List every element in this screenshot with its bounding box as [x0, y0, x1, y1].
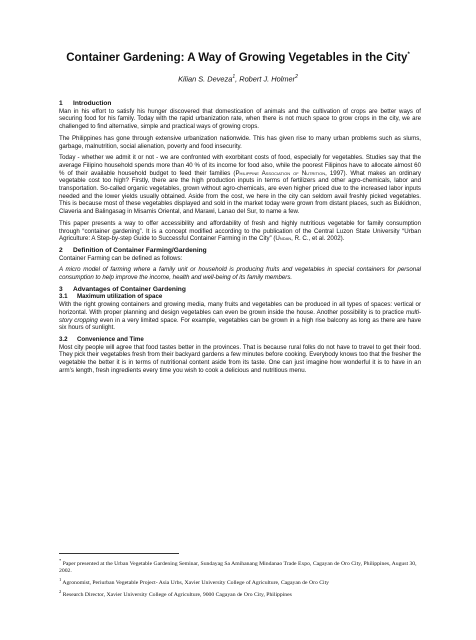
text-run: Today - whether we admit it or not - we are confronted with exorbitant costs of food, especially for vegetables. Studies say that the average Filipino household spends more than 40 % of its income for food also, while the poorest Filipinos have to allocate almost 60 % of their available household budget to feed their families (: [59, 154, 421, 177]
section-title: Introduction: [73, 100, 112, 107]
footnote: [59, 576, 421, 587]
footnote-text: Agronomist, Periurban Vegetable Project- Asia Urbs, Xavier University College of Agriculture, Cagayan de Oro City: [61, 579, 330, 586]
paragraph: [59, 301, 421, 332]
author-1: Kilian S. Deveza: [178, 74, 233, 84]
section-number: 1: [59, 100, 63, 107]
subsection-number: 3.2: [59, 335, 68, 343]
text-run: , et al. 2002).: [308, 235, 345, 243]
section-1-heading: [59, 100, 421, 108]
text-run: , 1997). What makes an ordinary vegetable cost too high? Firstly, there are the high production inputs in terms of fertilizers and other agro-chemicals, labor and transportation. So-called organic vegetables, grown without agro-chemicals, are even higher priced due to the increased labor inputs needed and the lower yields usually obtained. Aside from the cost, we here in the city can seldom avail freshly picked vegetables. This is because most of these vegetables displayed and sold in the market today were grown from distant places, such as Bukidnon, Claveria and Balingasag in Misamis Oriental, and Marawi, Lanao del Sur, to name a few.: [59, 169, 422, 216]
subsection-3-1-heading: [59, 293, 421, 301]
section-title: Definition of Container Farming/Gardening: [73, 246, 207, 254]
section-3-heading: [59, 286, 421, 294]
subsection-3-2-heading: [59, 336, 421, 344]
subsection-number: 3.1: [59, 293, 68, 301]
paragraph: [59, 154, 421, 216]
author-2-mark: 2: [295, 74, 298, 80]
author-line: [0, 72, 476, 84]
citation: Philippine Association of Nutrition: [235, 169, 326, 177]
paragraph: Most city people will agree that food tastes better in the provinces. That is because rural folks do not have to travel to get their food. They pick their vegetables fresh from their backyard gardens a few minutes before cooking. Everybody knows too that the fresher the vegetable the better it is in terms of nutritional content aside from its taste. One can just imagine how wonderful it is to have in an arm’s length, fresh ingredients every time you wish to cook a delicious and nutritious menu.: [59, 343, 421, 374]
footnote: [59, 557, 421, 575]
paper-body: [59, 98, 421, 379]
footnote-mark: 2: [59, 588, 62, 594]
footnote-text: Paper presented at the Urban Vegetable Gardening Seminar, Sundayag Sa Amihanang Mindanao Trade Expo, Cagayan de Oro City, Philippines, August 30, 2002.: [59, 560, 417, 574]
subsection-title: Maximum utilization of space: [77, 293, 163, 301]
title-text: Container Gardening: A Way of Growing Vegetables in the City: [66, 51, 408, 64]
citation: Undan, R. C.: [275, 235, 309, 243]
section-number: 3: [59, 285, 63, 293]
title-footnote-mark: *: [407, 52, 410, 58]
section-title: Advantages of Container Gardening: [73, 285, 186, 293]
footnote: [59, 588, 421, 599]
emphasis: multi-story cropping: [59, 308, 421, 324]
subsection-title: Convenience and Time: [77, 335, 144, 343]
footnote-text: Research Director, Xavier University College of Agriculture, 9000 Cagayan de Oro City, Philippines: [61, 591, 292, 598]
footnotes: [59, 553, 421, 600]
footnote-mark: *: [59, 558, 62, 563]
section-number: 2: [59, 246, 63, 254]
paragraph: Container Farming can be defined as follows:: [59, 254, 183, 262]
footnote-rule: [59, 553, 179, 554]
author-2: Robert J. Holmer: [239, 74, 296, 84]
paper-title: [0, 48, 476, 65]
author-1-mark: 1: [232, 74, 236, 80]
text-run: This paper presents a way to offer accessibility and affordability of fresh and highly nutritious vegetable for family consumption through “container gardening”. It is a concept modified according to the publication of the Central Luzon State University “Urban Agriculture: A Step-by-step Guide to Successful Container Farming in the City” (: [59, 219, 421, 243]
author-separator: ,: [235, 74, 240, 84]
text-run: even in a very limited space. For example, vegetables can be grown in a high rise balcony as long as there are have six hours of sunlight.: [59, 316, 421, 332]
section-2-heading: [59, 247, 421, 255]
definition-paragraph: A micro model of farming where a family unit or household is producing fruits and vegetables in special containers for personal consumption to help improve the income, health and well-being of its family members.: [59, 266, 421, 282]
footnote-mark: 1: [59, 576, 62, 582]
text-run: With the right growing containers and growing media, many fruits and vegetables can be produced in all types of spaces: vertical or horizontal. With proper planning and design vegetables can even be grown inside the house. Another possibility is to practice: [59, 301, 421, 316]
paragraph: The Philippines has gone through extensive urbanization nationwide. This has given rise to many urban problems such as slums, garbage, malnutrition, social alienation, poverty and food insecurity.: [59, 134, 421, 150]
paragraph: [59, 220, 421, 243]
paragraph: Man in his effort to satisfy his hunger discovered that domestication of animals and the cultivation of crops are better ways of securing food for his family. Today with the rapid urbanization rate, when there is not much space to grow crops in the city, we are challenged to find alternative, simple and practical ways of growing crops.: [59, 107, 421, 131]
